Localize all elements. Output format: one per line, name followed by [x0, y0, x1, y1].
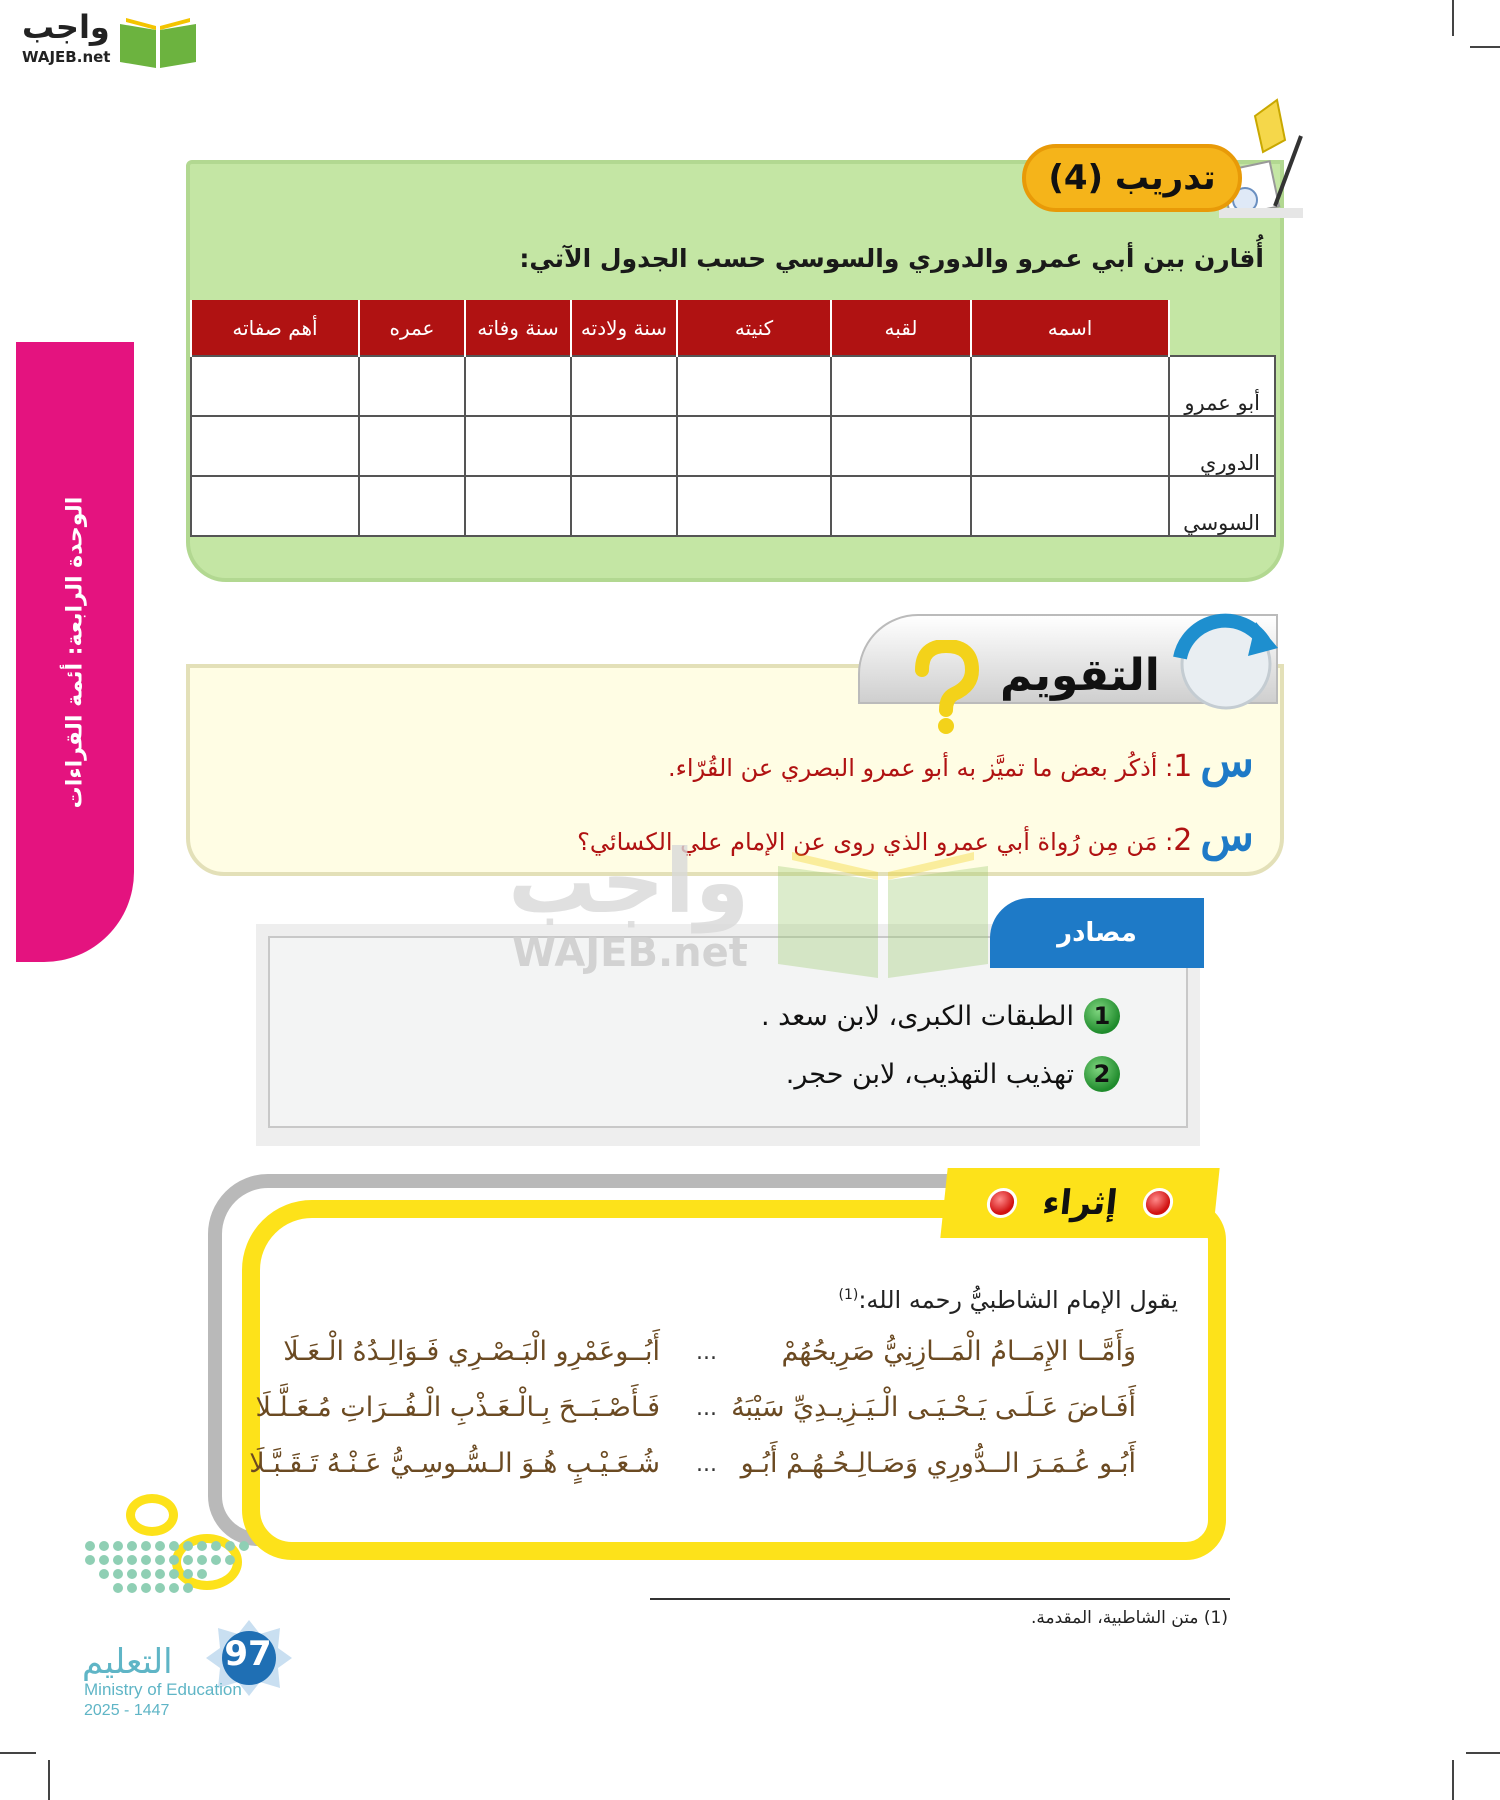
crop-mark [1470, 46, 1500, 48]
table-cell[interactable] [971, 476, 1169, 536]
table-cell[interactable] [571, 476, 677, 536]
sources-title: مصادر [1057, 918, 1137, 948]
book-icon [118, 14, 198, 70]
table-cell[interactable] [971, 356, 1169, 416]
red-dot-icon [1142, 1188, 1175, 1218]
unit-label: الوحدة الرابعة: أئمة القراءات [62, 496, 88, 808]
enrichment-intro [838, 1286, 1178, 1314]
question-number: 1 [1173, 749, 1193, 784]
verse-second-half: فَـأَصْـبَــحَ بِـالْـعَـذْبِ الْـفُــرَاتِ مُـعَـلَّـلَا [255, 1392, 660, 1423]
table-cell[interactable] [359, 416, 465, 476]
logo-latin: WAJEB.net [22, 48, 111, 66]
table-cell[interactable] [831, 416, 971, 476]
source-item [761, 998, 1120, 1034]
table-cell[interactable] [465, 416, 571, 476]
table-cell[interactable] [677, 476, 831, 536]
table-cell[interactable] [677, 416, 831, 476]
table-cell[interactable] [191, 416, 359, 476]
table-cell[interactable] [465, 476, 571, 536]
page-number: 97 [224, 1634, 272, 1674]
verse-separator: ... [696, 1396, 717, 1421]
question-number: 2 [1173, 823, 1193, 858]
refresh-arrow-icon [1160, 602, 1280, 716]
table-row [191, 476, 1275, 536]
watermark-latin: WAJEB.net [512, 930, 748, 976]
verse-separator: ... [696, 1452, 717, 1477]
column-header: لقبه [831, 300, 971, 356]
table-cell[interactable] [971, 416, 1169, 476]
crop-mark [0, 1752, 36, 1754]
verse-first-half: أَفَـاضَ عَـلَـى يَـحْـيَـى الْـيَـزِيـدِيِّ سَيْبَهُ [731, 1392, 1136, 1423]
table-row [191, 416, 1275, 476]
source-number: 1 [1084, 998, 1120, 1034]
question-1 [204, 736, 1254, 787]
table-corner [1169, 300, 1275, 356]
row-label: السوسي [1169, 476, 1275, 536]
verse-separator: ... [696, 1340, 717, 1365]
question-text: : أذكُر بعض ما تميَّز به أبو عمرو البصري عن القُرّاء. [668, 754, 1174, 782]
crop-mark [1452, 0, 1454, 36]
source-number: 2 [1084, 1056, 1120, 1092]
verse-first-half: وَأَمَّــا الإِمَــامُ الْمَــازِنِيُّ صَرِيحُهُمْ [781, 1336, 1136, 1367]
crop-mark [1452, 1760, 1454, 1800]
source-item [786, 1056, 1120, 1092]
footnote: (1) متن الشاطبية، المقدمة. [1030, 1608, 1228, 1628]
enrichment-panel [242, 1200, 1226, 1560]
column-header: عمره [359, 300, 465, 356]
source-text: الطبقات الكبرى، لابن سعد . [760, 1000, 1074, 1032]
training-badge-label: تدريب (4) [1048, 158, 1216, 198]
table-row [191, 356, 1275, 416]
academic-year: 2025 - 1447 [84, 1702, 170, 1719]
evaluation-title: التقويم [1000, 650, 1160, 701]
crop-mark [48, 1760, 50, 1800]
row-label: أبو عمرو [1169, 356, 1275, 416]
table-cell[interactable] [359, 356, 465, 416]
training-badge [1022, 144, 1242, 212]
red-dot-icon [985, 1188, 1018, 1218]
table-cell[interactable] [465, 356, 571, 416]
comparison-table [190, 300, 1276, 537]
table-cell[interactable] [571, 416, 677, 476]
table-header-row [191, 300, 1275, 356]
row-label: الدوري [1169, 416, 1275, 476]
source-text: تهذيب التهذيب، لابن حجر. [785, 1058, 1074, 1090]
training-instruction: أُقارن بين أبي عمرو والدوري والسوسي حسب الجدول الآتي: [519, 244, 1264, 273]
table-cell[interactable] [831, 356, 971, 416]
table-cell[interactable] [571, 356, 677, 416]
verse-second-half: شُـعَـيْـبٍ هُـوَ الـسُّـوسِـيُّ عَـنْـهُ تَـقَـبَّـلَا [249, 1448, 660, 1479]
intro-text: يقول الإمام الشاطبيُّ رحمه الله: [858, 1286, 1178, 1314]
watermark-book-icon [772, 846, 994, 980]
table-cell[interactable] [359, 476, 465, 536]
unit-side-tab [16, 342, 134, 962]
intro-reference: (1) [838, 1287, 859, 1303]
logo-arabic: واجب [22, 8, 110, 46]
table-cell[interactable] [677, 356, 831, 416]
column-header: سنة ولادته [571, 300, 677, 356]
column-header: سنة وفاته [465, 300, 571, 356]
crop-mark [1466, 1752, 1500, 1754]
wajeb-logo[interactable] [10, 8, 190, 70]
verse-first-half: أَبُـو عُـمَـرَ الــدُّورِي وَصَـالِـحُـهُـمْ أَبُـو [740, 1448, 1136, 1479]
ministry-name-english: Ministry of Education [84, 1680, 242, 1699]
watermark-arabic: واجب [508, 830, 750, 933]
enrichment-title: إثراء [1040, 1183, 1120, 1223]
column-header: اسمه [971, 300, 1169, 356]
question-mark-icon [900, 640, 990, 736]
ministry-name-arabic: التعليم [82, 1642, 173, 1682]
column-header: كنيته [677, 300, 831, 356]
verse-second-half: أَبُــوعَمْرِو الْبَـصْـرِي فَـوَالِـدُهُ الْـعَـلَا [283, 1336, 660, 1367]
footnote-divider [650, 1598, 1230, 1600]
question-icon: س [1200, 810, 1254, 861]
question-icon: س [1200, 736, 1254, 787]
table-cell[interactable] [191, 356, 359, 416]
question-text: : مَن مِن رُواة أبي عمرو الذي روى عن الإمام علي الكسائي؟ [577, 828, 1174, 856]
column-header: أهم صفاته [191, 300, 359, 356]
table-cell[interactable] [191, 476, 359, 536]
table-cell[interactable] [831, 476, 971, 536]
sources-tab [990, 898, 1204, 968]
enrichment-tab [940, 1168, 1219, 1238]
